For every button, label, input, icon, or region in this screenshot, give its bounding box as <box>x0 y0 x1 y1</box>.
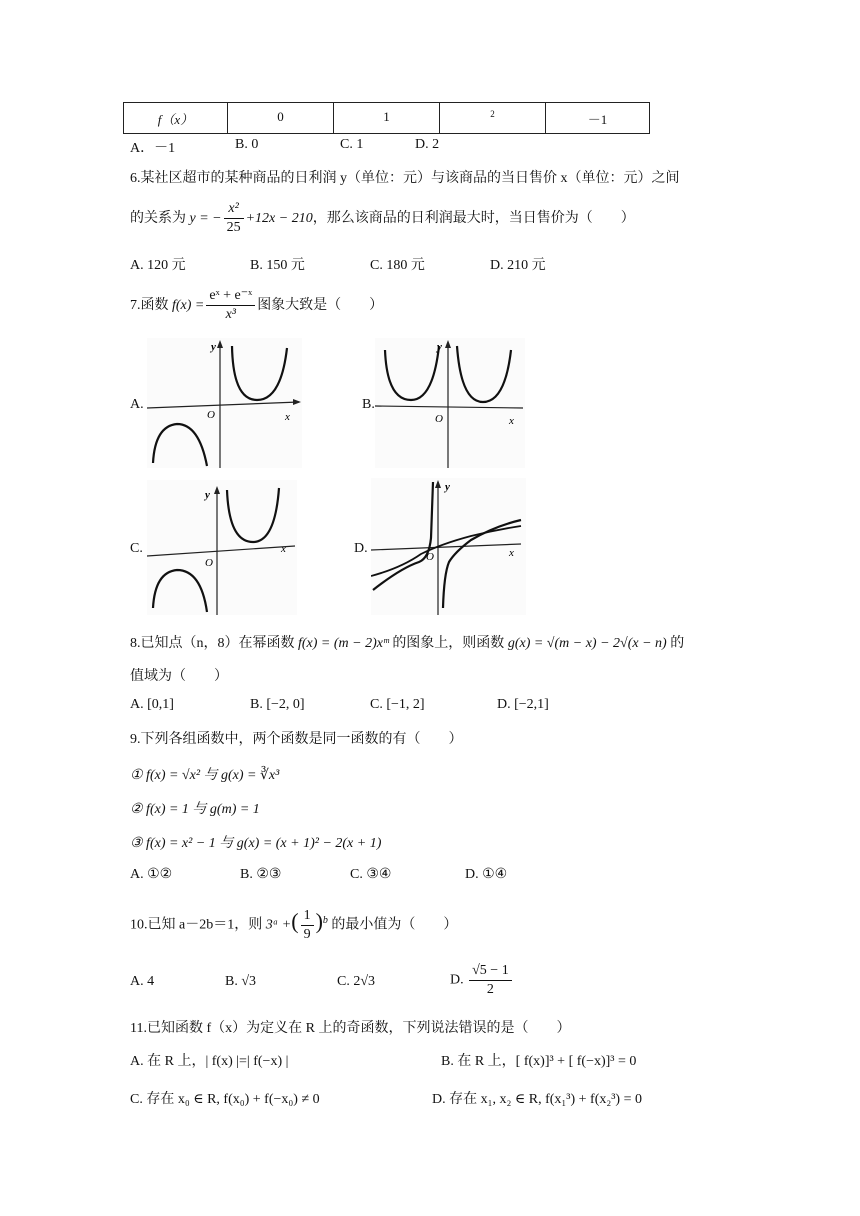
q10-option-c: C. 2√3 <box>337 974 376 989</box>
q8-text-a: 8.已知点（n，8）在幂函数 <box>130 636 295 651</box>
q11-stem: 11.已知函数 f（x）为定义在 R 上的奇函数，下列说法错误的是（ ） <box>130 1021 571 1036</box>
q10-frac-num: 1 <box>301 907 314 926</box>
q6-stem-line1: 6.某社区超市的某种商品的日利润 y（单位：元）与该商品的当日售价 x（单位：元）之间 <box>130 171 680 186</box>
table-cell <box>334 103 440 134</box>
q6-formula-rhs: +12x − 210 <box>245 211 313 226</box>
q5-option-c: C. 1 <box>340 137 364 152</box>
table-label-cell <box>124 103 228 134</box>
q10-option-d-fraction <box>469 962 512 999</box>
axis-y-label: y <box>437 341 442 353</box>
origin-label: O <box>205 557 213 569</box>
origin-label: O <box>207 409 215 421</box>
q8-option-c: C. [−1, 2] <box>370 697 425 712</box>
graph-c <box>147 480 297 615</box>
q7-fraction <box>206 287 255 324</box>
q6-frac-num: x² <box>224 200 244 219</box>
q10-option-a: A. 4 <box>130 974 155 989</box>
q7-label-a: A. <box>130 397 144 412</box>
q11-option-b: B. 在 R 上，[ f(x)]³ + [ f(−x)]³ = 0 <box>441 1054 637 1069</box>
origin-label: O <box>426 551 434 563</box>
q8-option-a: A. [0,1] <box>130 697 174 712</box>
q7-label-c: C. <box>130 541 143 556</box>
q10-stem <box>130 899 457 948</box>
axis-y-label: y <box>445 481 450 493</box>
q11-option-a: A. 在 R 上，| f(x) |=| f(−x) | <box>130 1054 289 1069</box>
q10-power: b <box>322 915 328 926</box>
q10-frac-den: 9 <box>303 926 311 942</box>
q6-prefix: 的关系为 <box>130 211 186 226</box>
q8-stem-line2: 值域为（ ） <box>130 669 228 684</box>
q7-label-d: D. <box>354 541 368 556</box>
q9-option-d: D. ①④ <box>465 867 508 882</box>
q8-option-b: B. [−2, 0] <box>250 697 305 712</box>
q9-option-b: B. ②③ <box>240 867 282 882</box>
q6-option-d: D. 210 元 <box>490 258 546 273</box>
q6-option-b: B. 150 元 <box>250 258 305 273</box>
axis-x-label: x <box>509 547 514 559</box>
q8-option-d: D. [−2,1] <box>497 697 549 712</box>
q6-option-a: A. 120 元 <box>130 258 186 273</box>
q8-stem-line1 <box>130 632 684 652</box>
table-cell-value: 1 <box>383 109 390 124</box>
axis-y-label: y <box>211 341 216 353</box>
q11-option-c: C. 存在 x₀ ∈ R, f(x₀) + f(−x₀) ≠ 0 <box>130 1092 320 1107</box>
table-cell-value: －1 <box>587 112 608 127</box>
q6-formula-lhs: y = − <box>189 211 222 226</box>
q8-g-function: g(x) = √(m − x) − 2√(x − n) <box>507 636 667 651</box>
table-cell <box>440 103 546 134</box>
q10-option-b: B. √3 <box>225 974 257 989</box>
q5-option-a: A．－1 <box>130 141 176 156</box>
q10-option-d-den: 2 <box>486 982 494 997</box>
q7-prefix: 7.函数 <box>130 298 169 313</box>
q11-option-d: D. 存在 x₁, x₂ ∈ R, f(x₁³) + f(x₂³) = 0 <box>432 1092 642 1107</box>
q9-item-2: ② f(x) = 1 与 g(m) = 1 <box>130 802 260 817</box>
q7-lhs: f(x) = <box>172 298 205 313</box>
q5-option-b: B. 0 <box>235 137 259 152</box>
q8-text-e: 的 <box>670 636 685 651</box>
q10-fraction <box>301 907 314 944</box>
graph-b <box>375 338 525 468</box>
q6-option-c: C. 180 元 <box>370 258 425 273</box>
q9-item-3: ③ f(x) = x² − 1 与 g(x) = (x + 1)² − 2(x + 1) <box>130 836 382 851</box>
q8-text-c: 的图象上，则函数 <box>392 636 505 651</box>
q9-option-a: A. ①② <box>130 867 173 882</box>
q9-option-c: C. ③④ <box>350 867 392 882</box>
q10-prefix: 10.已知 a－2b＝1，则 <box>130 917 263 933</box>
right-paren: ) <box>315 908 323 934</box>
q6-suffix: ，那么该商品的日利润最大时，当日售价为（ ） <box>312 211 635 226</box>
left-paren: ( <box>291 908 299 934</box>
q6-stem-line2 <box>130 199 635 239</box>
q9-item-1: ① f(x) = √x² 与 g(x) = ∛x³ <box>130 768 280 783</box>
table-cell-value: 0 <box>277 109 284 124</box>
table-cell <box>546 103 650 134</box>
q6-fraction <box>224 200 244 237</box>
q10-suffix: 的最小值为（ ） <box>331 917 458 933</box>
q7-frac-num: eˣ + e⁻ˣ <box>206 287 255 306</box>
axis-x-label: x <box>509 415 514 427</box>
q10-option-d-num: √5 − 1 <box>469 962 512 981</box>
table-cell-value: 2 <box>490 109 495 119</box>
q10-expr-a: 3ᵃ + <box>265 917 292 933</box>
value-table <box>123 102 650 134</box>
origin-label: O <box>435 413 443 425</box>
q6-frac-den: 25 <box>226 220 241 236</box>
graph-a <box>147 338 302 468</box>
graph-d <box>371 478 526 615</box>
q7-frac-den: x³ <box>225 307 236 323</box>
q7-label-b: B. <box>362 397 375 412</box>
table-cell <box>228 103 334 134</box>
axis-x-label: x <box>285 411 290 423</box>
q10-option-d-prefix: D. <box>450 972 464 988</box>
table-label: f（x） <box>157 112 194 127</box>
q7-suffix: 图象大致是（ ） <box>257 298 384 313</box>
q5-option-d: D. 2 <box>415 137 440 152</box>
table-row <box>124 103 650 134</box>
q10-option-d <box>450 962 514 999</box>
q7-stem <box>130 286 383 326</box>
q9-stem: 9.下列各组函数中，两个函数是同一函数的有（ ） <box>130 732 463 747</box>
q8-power-function: f(x) = (m − 2)xᵐ <box>298 636 389 651</box>
axis-x-label: x <box>281 543 286 555</box>
axis-y-label: y <box>205 489 210 501</box>
